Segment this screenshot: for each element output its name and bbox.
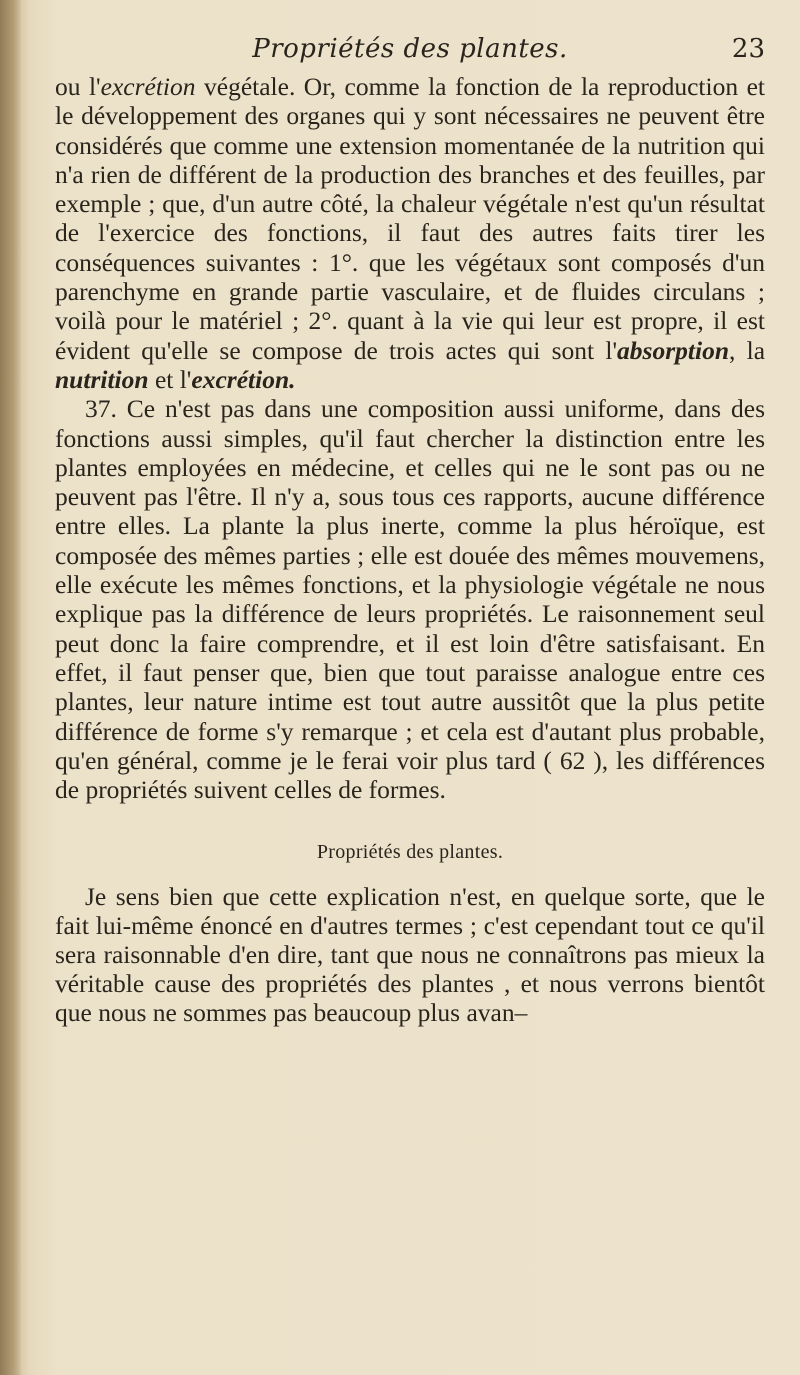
section-subheading: Propriétés des plantes. (316, 841, 504, 864)
italic-term-absorption: absorption (617, 335, 729, 365)
body-text (55, 72, 765, 1027)
text-run: ou l' (55, 72, 101, 101)
running-title: Propriétés des plantes. (252, 34, 568, 64)
paragraph-explanation: Je sens bien que cette explication n'est, en quelque sorte, que le fait lui-même énoncé en d'autres termes ; c'est cependant tout ce qu'il sera raisonnable d'en dire, tant que nous ne connaîtrons pas mieux la véritable cause des propriétés des plantes , et nous verrons bientôt que nous ne sommes pas beaucoup plus avan– (55, 881, 765, 1027)
paragraph-continued (55, 72, 765, 394)
text-run: , la (729, 335, 766, 365)
text-run: et l' (148, 364, 192, 394)
italic-term-nutrition: nutrition (55, 364, 149, 394)
paragraph-37: 37. Ce n'est pas dans une composition aussi uniforme, dans des fonctions aussi simples, qu'il faut chercher la distinction entre les plantes employées en médecine, et celles qui ne le sont pas ou ne peuvent pas l'être. Il n'y a, sous tous ces rapports, aucune différence entre elles. La plante la plus inerte, comme la plus héroïque, est composée des mêmes parties ; elle est douée des mêmes mouvemens, elle exécute les mêmes fonctions, et la physiologie végétale ne nous explique pas la différence de leurs propriétés. Le raisonnement seul peut donc la faire comprendre, et il est loin d'être satisfaisant. En effet, il faut penser que, bien que tout paraisse analogue entre ces plantes, leur nature intime est tout autre aussitôt que la plus petite différence de forme s'y remarque ; et cela est d'autant plus probable, qu'en général, comme je le ferai voir plus tard ( 62 ), les différences de propriétés suivent celles de formes. (55, 394, 765, 805)
page-number: 23 (731, 34, 765, 64)
italic-term: excrétion (100, 72, 196, 101)
text-run: végétale. Or, comme la fonction de la reproduction et le développement des organes qui y sont nécessaires ne peuvent être considérés que comme une extension momentanée de la nutrition qui n'a rien de différent de la production des branches et des feuilles, par exemple ; que, d'un autre côté, la chaleur végétale n'est qu'un résultat de l'exercice des fonctions, il faut des autres faits tirer les conséquences suivantes : 1°. que les végétaux sont composés d'un parenchyme en grande partie vasculaire, et de fluides circulans ; voilà pour le matériel ; 2°. quant à la vie qui leur est propre, il est évident qu'elle se compose de trois actes qui sont l' (55, 72, 765, 365)
page-header (55, 34, 765, 70)
page-gutter (0, 0, 22, 1375)
italic-term-excretion: excrétion. (191, 364, 296, 394)
